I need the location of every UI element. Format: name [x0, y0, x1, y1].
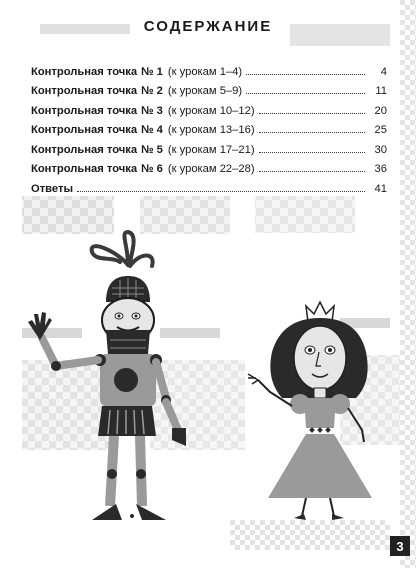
toc-leader-dots: [259, 132, 365, 133]
toc-item-page: 4: [380, 65, 387, 78]
toc-item-page: 20: [374, 104, 387, 117]
toc-item[interactable]: [31, 136, 387, 156]
toc-item-page: 25: [374, 124, 387, 136]
toc-leader-dots: [259, 152, 365, 153]
toc-item-number: № 6: [141, 163, 163, 175]
toc-item-range: (к урокам 13–16): [167, 124, 255, 136]
toc-item-page: 30: [374, 143, 387, 156]
toc-item-number: № 1: [141, 65, 163, 78]
toc-item-label: Контрольная точка: [31, 65, 138, 78]
toc-item-range: (к урокам 10–12): [167, 104, 255, 117]
toc-leader-dots: [246, 93, 365, 94]
toc-item-range: (к урокам 22–28): [167, 163, 255, 175]
toc-item-label: Контрольная точка: [31, 124, 138, 136]
toc-item-range: (к урокам 5–9): [167, 85, 243, 97]
page-number: 3: [390, 536, 410, 556]
toc-item-label: Контрольная точка: [31, 85, 138, 97]
toc-item[interactable]: [31, 58, 387, 78]
toc-item[interactable]: [31, 156, 387, 176]
toc-item-label: Ответы: [31, 182, 74, 195]
toc-title: СОДЕРЖАНИЕ: [143, 18, 273, 35]
toc-item-number: № 5: [141, 143, 163, 156]
toc-item-range: (к урокам 17–21): [167, 143, 255, 156]
toc-item[interactable]: [31, 117, 387, 137]
toc-item-label: Контрольная точка: [31, 163, 138, 175]
toc-item-number: № 2: [141, 85, 163, 97]
toc-leader-dots: [77, 191, 365, 192]
toc-leader-dots: [259, 171, 365, 172]
toc-item-page: 41: [374, 182, 387, 195]
toc-item-label: Контрольная точка: [31, 143, 138, 156]
toc-leader-dots: [259, 113, 365, 114]
toc-item[interactable]: [31, 78, 387, 98]
toc-item-answers[interactable]: [31, 175, 387, 195]
toc-item-page: 11: [375, 85, 387, 97]
toc-list: [31, 58, 387, 195]
toc-item-number: № 4: [141, 124, 163, 136]
toc-item-label: Контрольная точка: [31, 104, 138, 117]
toc-item-page: 36: [374, 163, 387, 175]
toc-item[interactable]: [31, 97, 387, 117]
toc-item-range: (к урокам 1–4): [167, 65, 243, 78]
toc-item-number: № 3: [141, 104, 163, 117]
toc-leader-dots: [246, 74, 365, 75]
